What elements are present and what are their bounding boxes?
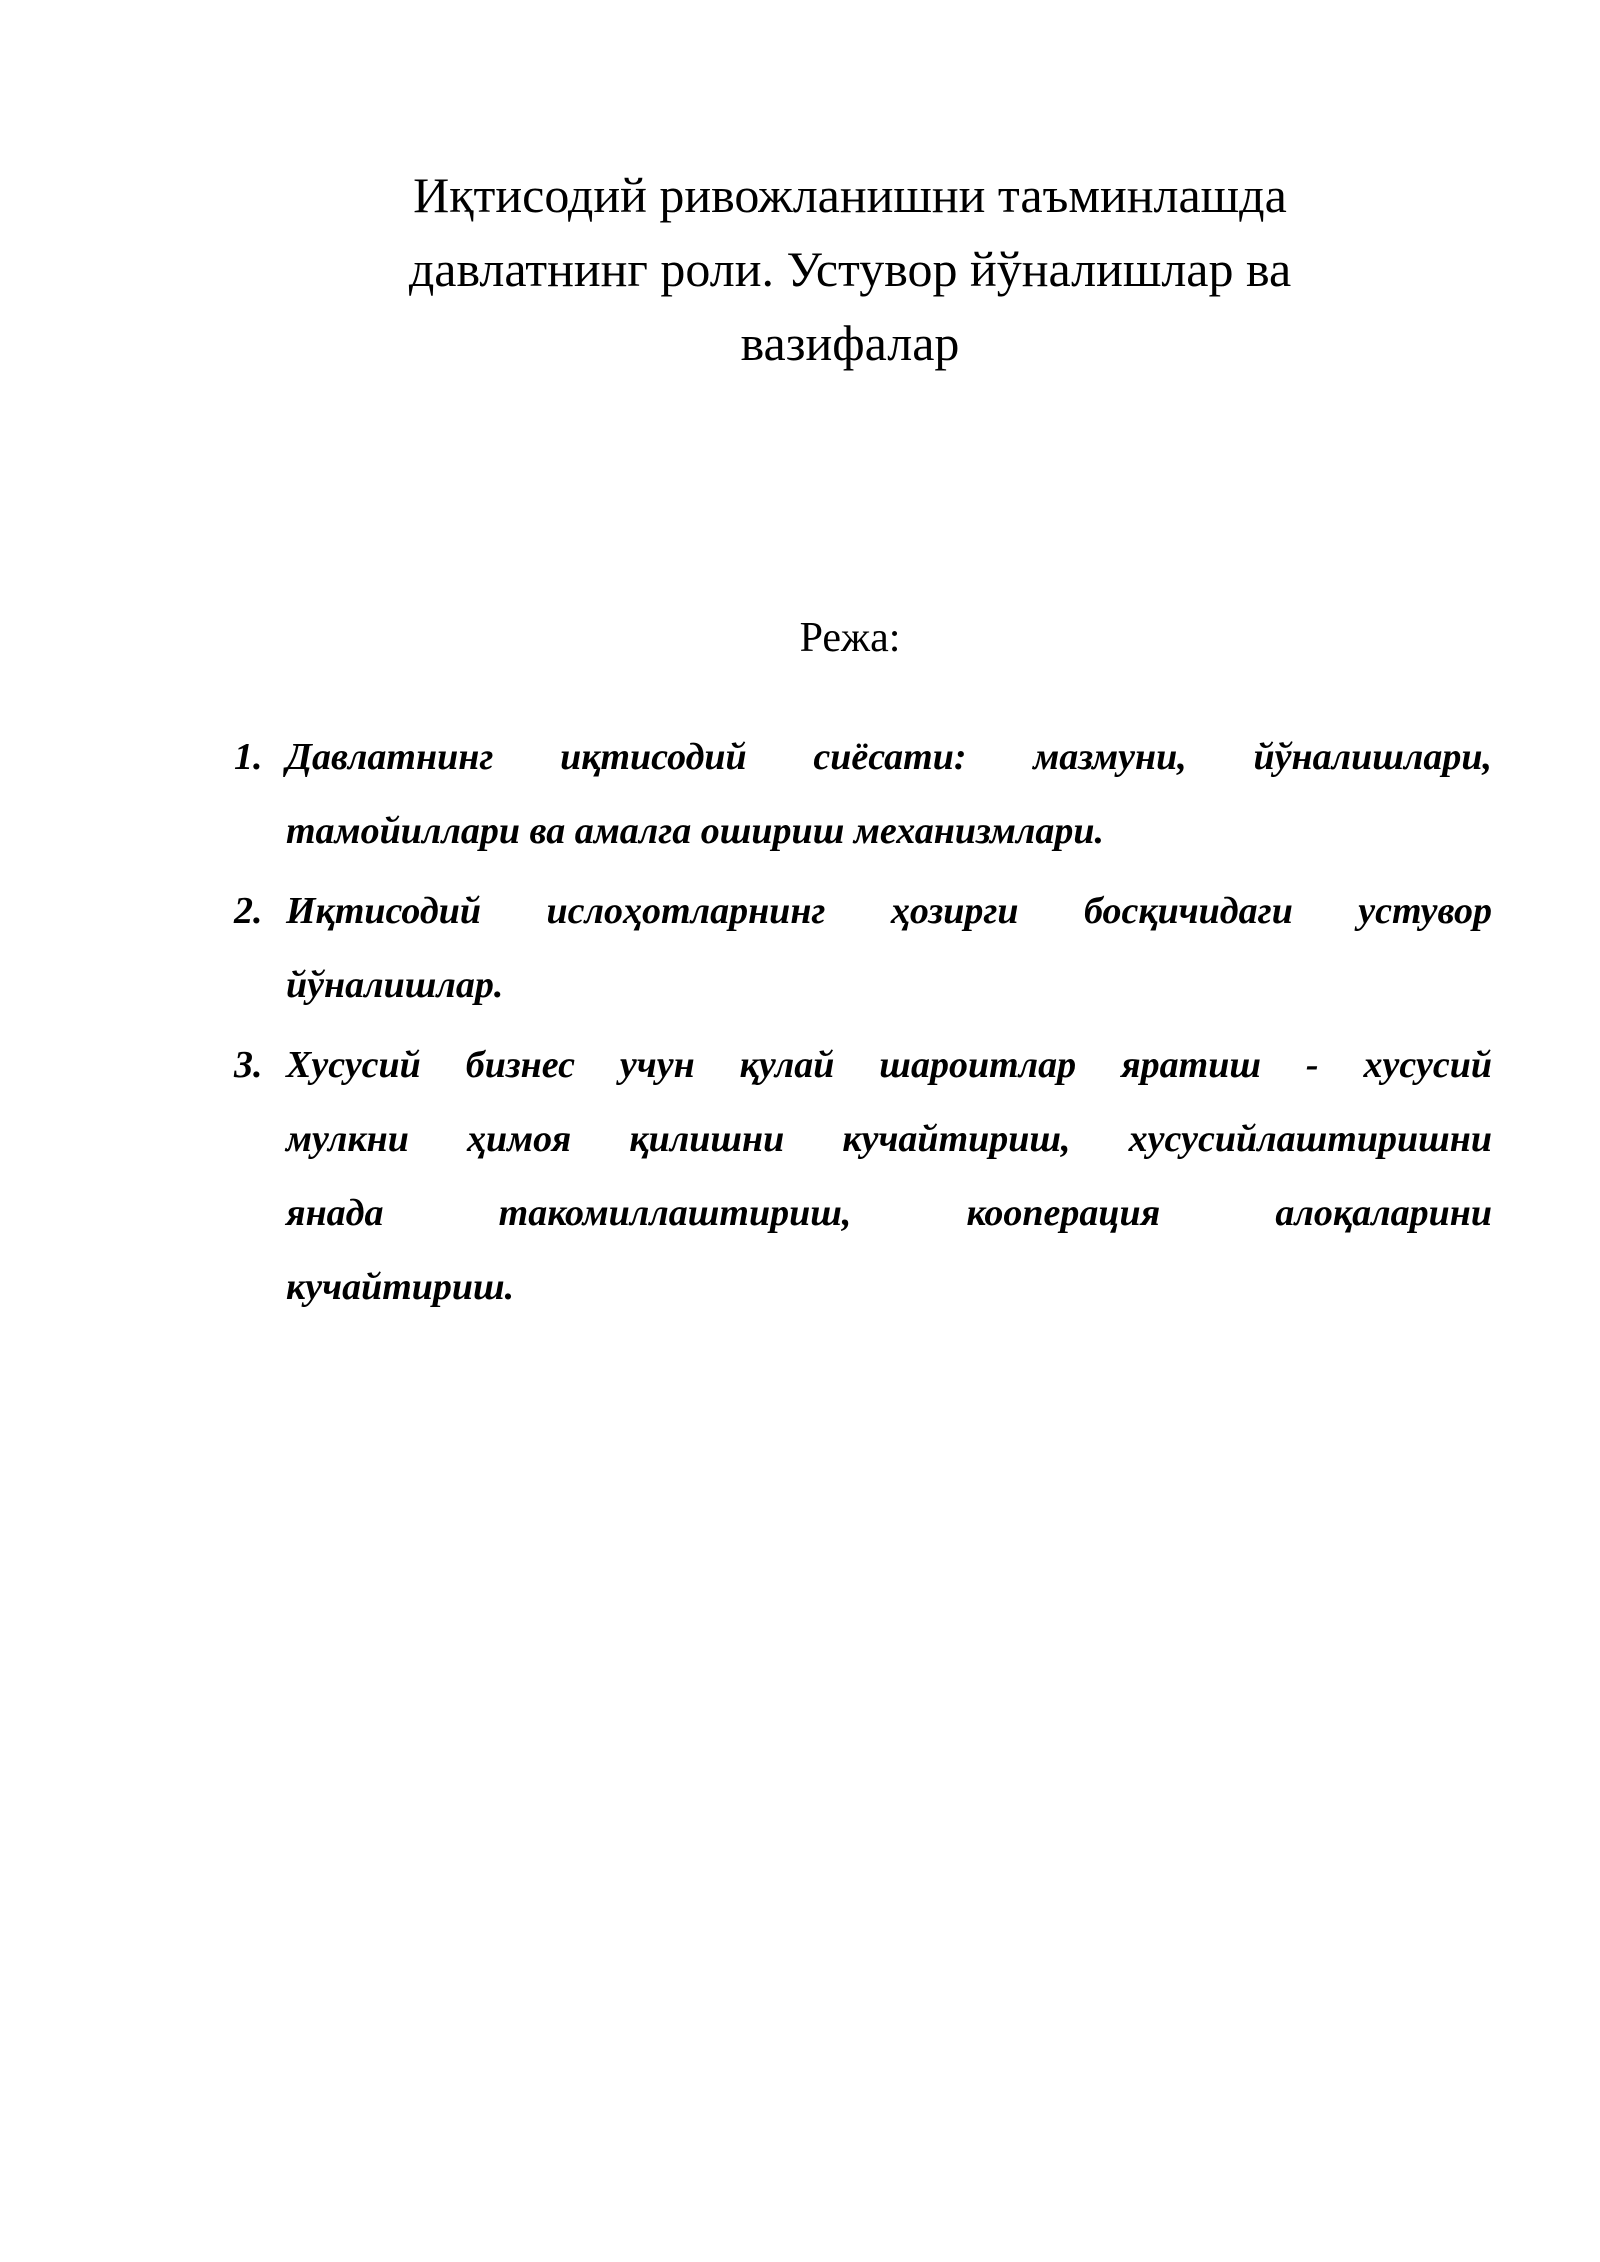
plan-item-line: Иқтисодий ислоҳотларнинг ҳозирги босқичидаги устувор (286, 890, 1492, 932)
plan-item-line: янада такомиллаштириш, кооперация алоқаларини (286, 1192, 1492, 1234)
plan-item-2 (234, 874, 1492, 1022)
plan-heading: Режа: (799, 615, 901, 661)
plan-item-1 (234, 720, 1492, 868)
title-line-3: вазифалар (740, 315, 960, 371)
plan-item-number: 3. (234, 1044, 263, 1086)
plan-item-3 (234, 1028, 1492, 1324)
plan-item-line: Давлатнинг иқтисодий сиёсати: мазмуни, йўналишлари, (286, 736, 1492, 778)
plan-list (234, 720, 1492, 1330)
document-title (300, 158, 1400, 380)
title-line-2: давлатнинг роли. Устувор йўналишлар ва (408, 241, 1292, 297)
plan-item-number: 2. (234, 890, 263, 932)
plan-item-line: Хусусий бизнес учун қулай шароитлар яратиш - хусусий (286, 1044, 1492, 1086)
plan-item-number: 1. (234, 736, 263, 778)
plan-item-line: йўналишлар. (286, 964, 504, 1006)
plan-item-line: мулкни ҳимоя қилишни кучайтириш, хусусийлаштиришни (286, 1118, 1492, 1160)
plan-item-line: кучайтириш. (286, 1266, 515, 1308)
plan-item-line: тамойиллари ва амалга ошириш механизмлари. (286, 810, 1105, 852)
title-line-1: Иқтисодий ривожланишни таъминлашда (413, 167, 1287, 223)
